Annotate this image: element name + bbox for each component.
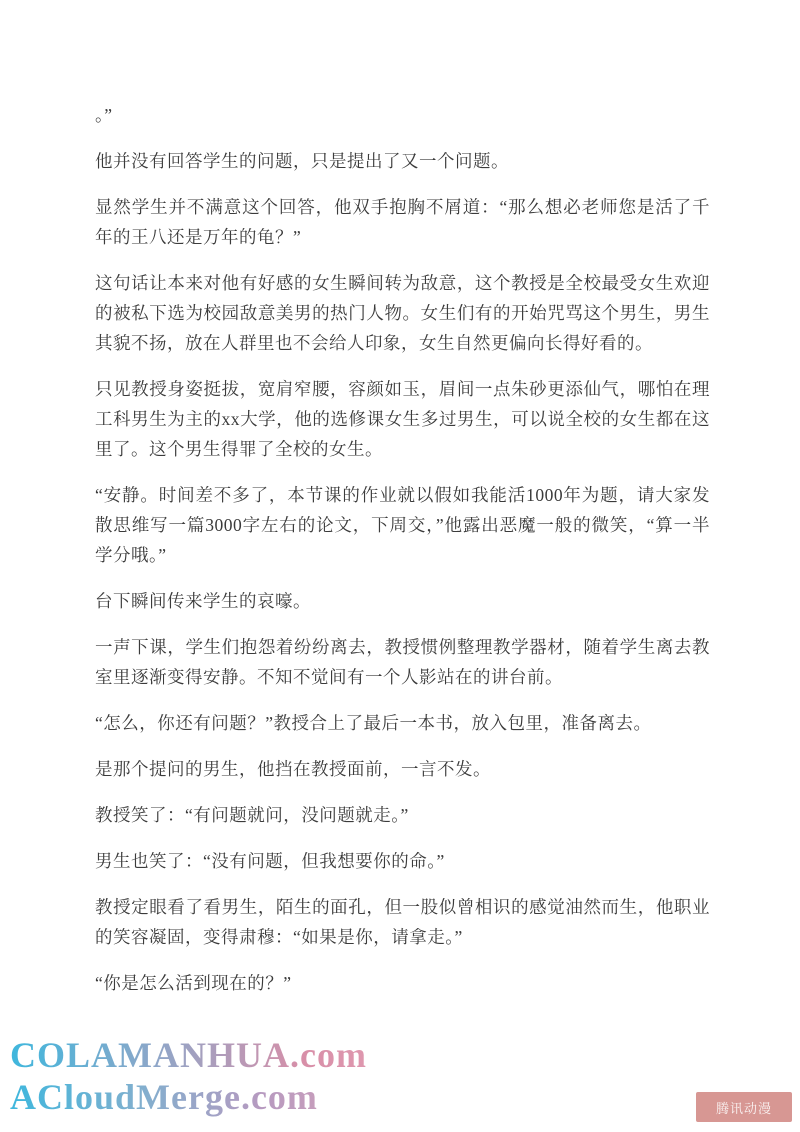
watermark-line-primary: COLAMANHUA.com (10, 1034, 430, 1076)
watermark-line-secondary: ACloudMerge.com (10, 1076, 430, 1118)
paragraph: 台下瞬间传来学生的哀嚎。 (95, 591, 311, 611)
paragraph: 一声下课，学生们抱怨着纷纷离去，教授惯例整理教学器材，随着学生离去教室里逐渐变得安静。不知不觉间有一个人影站在的讲台前。 (95, 637, 710, 687)
paragraph: 是那个提问的男生，他挡在教授面前，一言不发。 (95, 759, 491, 779)
paragraph: 男生也笑了：“没有问题，但我想要你的命。” (95, 851, 445, 871)
publisher-badge (696, 1092, 792, 1122)
paragraph: “怎么，你还有问题？”教授合上了最后一本书，放入包里，准备离去。 (95, 713, 652, 733)
paragraph: 教授笑了：“有问题就问，没问题就走。” (95, 805, 409, 825)
site-watermark (10, 1034, 430, 1118)
story-text-body (95, 100, 710, 1014)
paragraph: 只见教授身姿挺拔，宽肩窄腰，容颜如玉，眉间一点朱砂更添仙气，哪怕在理工科男生为主的xx大学，他的选修课女生多过男生，可以说全校的女生都在这里了。这个男生得罪了全校的女生。 (95, 379, 710, 459)
paragraph: 显然学生并不满意这个回答，他双手抱胸不屑道：“那么想必老师您是活了千年的王八还是万年的龟？” (95, 197, 710, 247)
paragraph: 。” (95, 105, 113, 125)
paragraph: 教授定眼看了看男生，陌生的面孔，但一股似曾相识的感觉油然而生，他职业的笑容凝固，变得肃穆：“如果是你，请拿走。” (95, 897, 710, 947)
publisher-badge-label: 腾讯动漫 (715, 1100, 772, 1116)
paragraph: “安静。时间差不多了，本节课的作业就以假如我能活1000年为题，请大家发散思维写一篇3000字左右的论文，下周交，”他露出恶魔一般的微笑，“算一半学分哦。” (95, 485, 710, 565)
paragraph: “你是怎么活到现在的？” (95, 973, 292, 993)
paragraph: 他并没有回答学生的问题，只是提出了又一个问题。 (95, 151, 509, 171)
paragraph: 这句话让本来对他有好感的女生瞬间转为敌意，这个教授是全校最受女生欢迎的被私下选为校园敌意美男的热门人物。女生们有的开始咒骂这个男生，男生其貌不扬，放在人群里也不会给人印象，女生自然更偏向长得好看的。 (95, 273, 710, 353)
